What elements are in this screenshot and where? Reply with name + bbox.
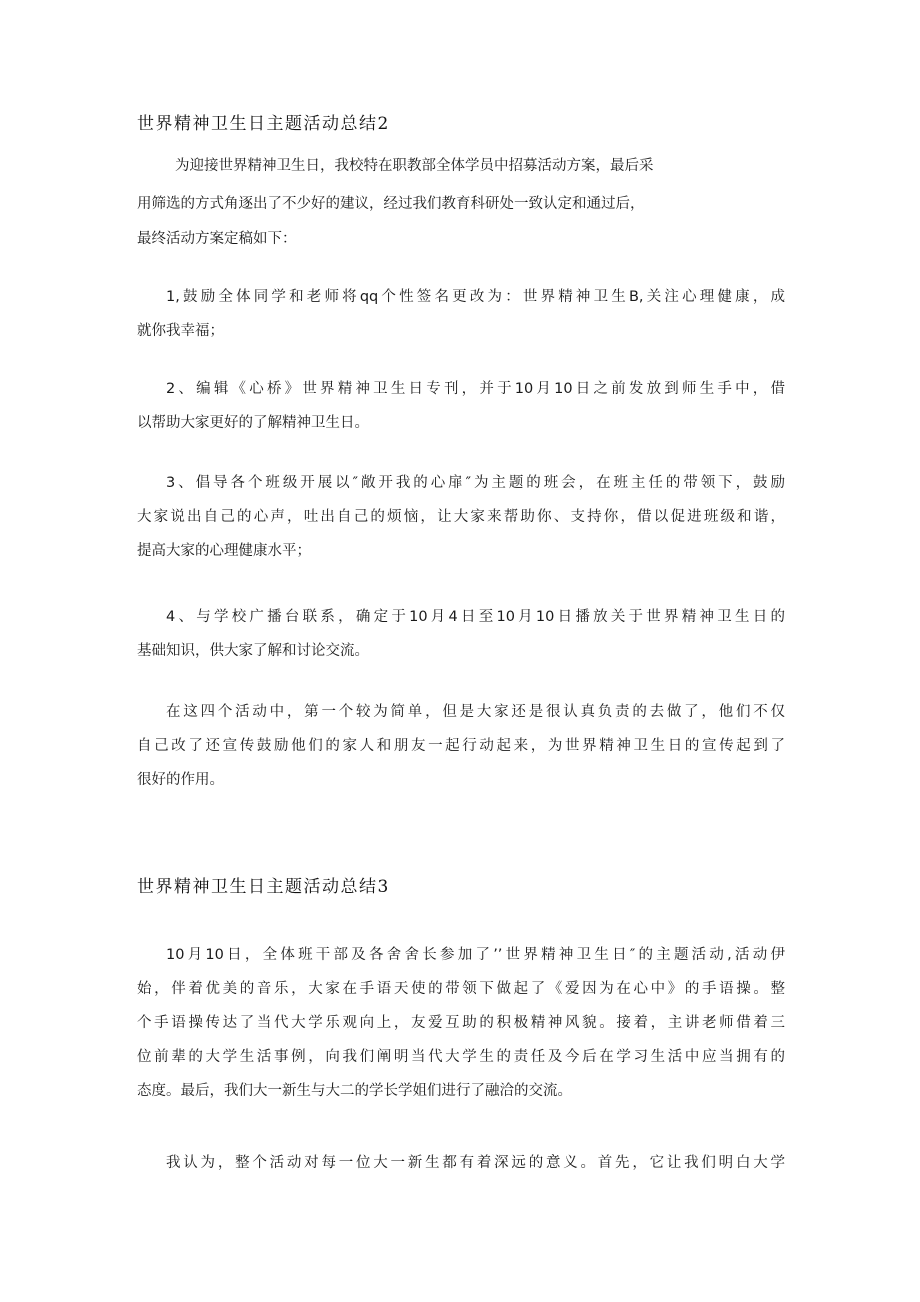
section-2-title: 世界精神卫生日主题活动总结2 (137, 114, 390, 134)
intro-line: 用筛选的方式角逐出了不少好的建议，经过我们教育科研处一致认定和通过后， (137, 196, 645, 212)
list-item-3: 3、倡导各个班级开展以″敞开我的心扉″为主题的班会，在班主任的带领下，鼓励 大家说出自己的心声，吐出自己的烦恼，让大家来帮助你、支持你，借以促进班级和谐， 提高大家的心理健康水平； (137, 475, 785, 559)
intro-line: 为迎接世界精神卫生日，我校特在职教部全体学员中招募活动方案，最后采 (175, 158, 654, 174)
reflection-paragraph: 我认为，整个活动对每一位大一新生都有着深远的意义。首先，它让我们明白大学 (166, 1155, 785, 1171)
event-paragraph: 10月10日，全体班干部及各舍舍长参加了’’世界精神卫生日″的主题活动,活动伊 始，伴着优美的音乐，大家在手语天使的带领下做起了《爱因为在心中》的手语操。整 个手语操传达了当代大学乐观向上，友爱互助的积极精神风貌。接着，主讲老师借着三 位前辈的大学生活事例，向我们阐明当代大学生的责任及今后在学习生活中应当拥有的 态度。最后，我们大一新生与大二的学长学姐们进行了融洽的交流。 (137, 947, 785, 1099)
intro-line: 最终活动方案定稿如下： (137, 231, 297, 247)
list-item-2: 2、编辑《心桥》世界精神卫生日专刊，并于10月10日之前发放到师生手中，借 以帮助大家更好的了解精神卫生日。 (137, 381, 785, 431)
list-item-4: 4、与学校广播台联系，确定于10月4日至10月10日播放关于世界精神卫生日的 基础知识，供大家了解和讨论交流。 (137, 609, 785, 659)
list-item-1: 1,鼓励全体同学和老师将qq个性签名更改为：世界精神卫生B,关注心理健康，成 就你我幸福； (137, 289, 785, 339)
section-3-title: 世界精神卫生日主题活动总结3 (137, 877, 390, 897)
closing-paragraph: 在这四个活动中，第一个较为简单，但是大家还是很认真负责的去做了，他们不仅 自己改了还宣传鼓励他们的家人和朋友一起行动起来，为世界精神卫生日的宣传起到了 很好的作用。 (137, 704, 785, 788)
